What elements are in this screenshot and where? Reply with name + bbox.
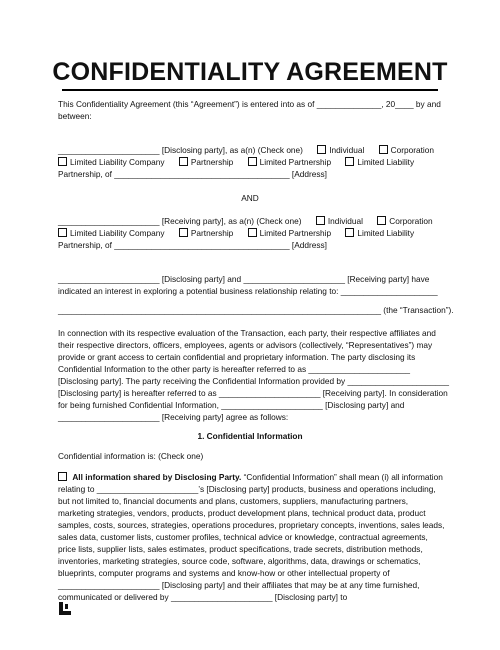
disclosing-lp-label: Limited Partnership xyxy=(259,157,332,167)
section-heading: 1. Confidential Information xyxy=(197,431,303,441)
all-info-lead-rest: “Confidential Information” shall mean (i) all information xyxy=(241,472,443,482)
disclosing-individual-checkbox[interactable] xyxy=(317,145,326,154)
disclosing-llp-label: Limited Liability xyxy=(357,157,415,167)
receiving-individual-label: Individual xyxy=(327,216,363,226)
paragraph-line-8: ______________________ [Receiving party] agree as follows: xyxy=(58,412,289,422)
disclosing-party-line-2 xyxy=(58,157,414,168)
receiving-corporation-label: Corporation xyxy=(389,216,433,226)
all-info-line-2: but not limited to, financial documents and plans, customers, suppliers, manufacturing partners, xyxy=(58,496,409,506)
all-info-line-8: blueprints, computer programs and systems and know-how or other intellectual property of xyxy=(58,568,390,578)
all-info-line-9: ______________________ [Disclosing party] and their affiliates that may be at any time furnished, xyxy=(58,580,420,590)
receiving-party-line-1 xyxy=(58,216,433,227)
receiving-llp-label: Limited Liability xyxy=(357,228,415,238)
title-underline xyxy=(62,89,438,91)
receiving-llc-checkbox[interactable] xyxy=(58,228,67,237)
disclosing-corporation-checkbox[interactable] xyxy=(379,145,388,154)
disclosing-partnership-checkbox[interactable] xyxy=(179,157,188,166)
all-info-line-3: marketing strategies, vendors, products, product development plans, technical product data, product xyxy=(58,508,426,518)
receiving-lp-label: Limited Partnership xyxy=(259,228,332,238)
paragraph-line-2: their respective directors, officers, employees, agents or advisors (collectively, “Representatives”) may xyxy=(58,340,433,350)
disclosing-llc-label: Limited Liability Company xyxy=(70,157,165,167)
disclosing-llp-checkbox[interactable] xyxy=(345,157,354,166)
paragraph-line-5: [Disclosing party]. The party receiving the Confidential Information provided by ______________________ xyxy=(58,376,449,386)
paragraph-line-3: provide or grant access to certain confidential and proprietary information. The party disclosing its xyxy=(58,352,416,362)
disclosing-llc-checkbox[interactable] xyxy=(58,157,67,166)
disclosing-party-address-line: Partnership, of ______________________________________ [Address] xyxy=(58,169,327,179)
receiving-partnership-label: Partnership xyxy=(190,228,234,238)
disclosing-individual-label: Individual xyxy=(329,145,365,155)
transaction-line-3: ______________________________________________________________________ (the “Transaction”). xyxy=(58,305,454,315)
all-info-lead-line xyxy=(58,472,443,483)
all-info-checkbox[interactable] xyxy=(58,472,67,481)
all-info-bold-lead: All information shared by Disclosing Party. xyxy=(72,472,242,482)
paragraph-line-1: In connection with its respective evaluation of the Transaction, each party, their respective affiliates and xyxy=(58,328,436,338)
disclosing-party-blank: ______________________ [Disclosing party], as a(n) (Check one) xyxy=(58,145,303,155)
all-info-line-7: inventories, marketing strategies, source code, software, algorithms, data, drawings or schematics, xyxy=(58,556,421,566)
all-info-line-4: samples, costs, sources, strategies, operations procedures, proprietary concepts, inventions, sales leads, xyxy=(58,520,445,530)
document-title: CONFIDENTIALITY AGREEMENT xyxy=(52,58,448,86)
receiving-individual-checkbox[interactable] xyxy=(316,216,325,225)
transaction-line-2: indicated an interest in exploring a potential business relationship relating to: _____________________ xyxy=(58,286,438,296)
intro-line-2: between: xyxy=(58,111,92,121)
intro-line-1: This Confidentiality Agreement (this “Agreement”) is entered into as of ______________, 20____ by and xyxy=(58,99,441,109)
all-info-line-5: sales data, customer lists, customer profiles, technical advice or knowledge, contractual agreements, xyxy=(58,532,428,542)
receiving-partnership-checkbox[interactable] xyxy=(179,228,188,237)
receiving-party-line-2 xyxy=(58,228,414,239)
receiving-lp-checkbox[interactable] xyxy=(248,228,257,237)
disclosing-corporation-label: Corporation xyxy=(390,145,434,155)
paragraph-line-7: for being furnished Confidential Information, ______________________ [Disclosing party] and xyxy=(58,400,405,410)
disclosing-party-line-1 xyxy=(58,145,434,156)
receiving-party-address-line: Partnership, of ______________________________________ [Address] xyxy=(58,240,327,250)
receiving-party-blank: ______________________ [Receiving party], as a(n) (Check one) xyxy=(58,216,302,226)
all-info-line-6: price lists, supplier lists, sales estimates, product specifications, trade secrets, distribution methods, xyxy=(58,544,423,554)
disclosing-partnership-label: Partnership xyxy=(190,157,234,167)
check-one-instruction: Confidential information is: (Check one) xyxy=(58,451,204,461)
paragraph-line-4: Confidential Information to the other party is hereafter referred to as ______________________ xyxy=(58,364,410,374)
receiving-llp-checkbox[interactable] xyxy=(345,228,354,237)
brand-logo-icon xyxy=(58,602,72,616)
and-separator: AND xyxy=(241,193,259,203)
transaction-line-1: ______________________ [Disclosing party] and ______________________ [Receiving party] have xyxy=(58,274,430,284)
paragraph-line-6: [Disclosing party] is hereafter referred to as ______________________ [Receiving party]. In consideration xyxy=(58,388,448,398)
receiving-corporation-checkbox[interactable] xyxy=(377,216,386,225)
receiving-llc-label: Limited Liability Company xyxy=(70,228,165,238)
disclosing-lp-checkbox[interactable] xyxy=(248,157,257,166)
all-info-line-1: relating to ______________________’s [Disclosing party] products, business and operations including, xyxy=(58,484,436,494)
all-info-line-10: communicated or delivered by ______________________ [Disclosing party] to xyxy=(58,592,348,602)
